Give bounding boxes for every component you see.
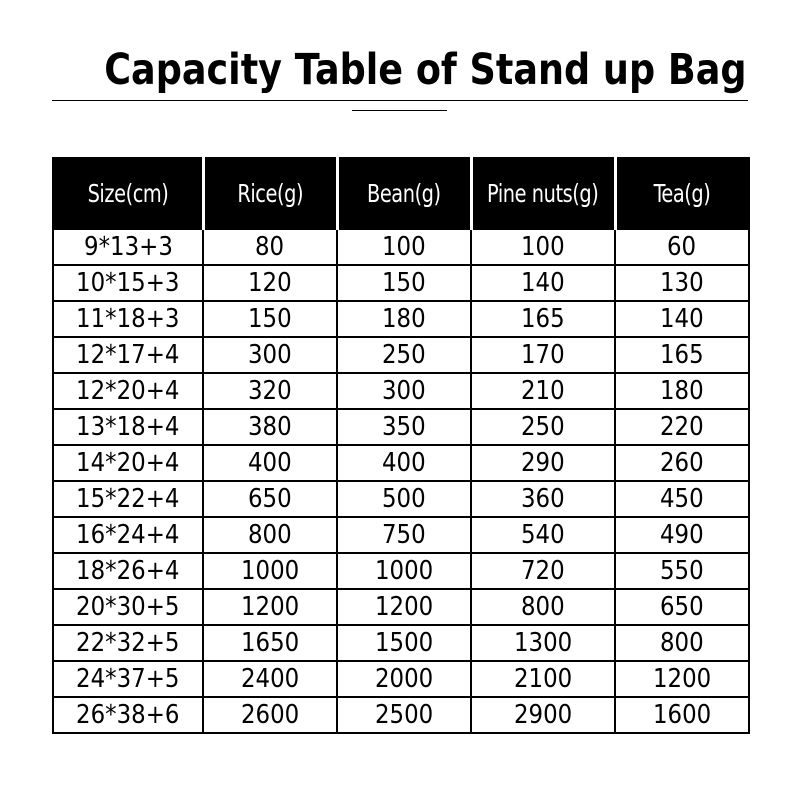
rice-cell <box>203 301 337 337</box>
bean-column-header <box>337 158 471 229</box>
bean-cell <box>337 445 471 481</box>
bean-cell <box>337 517 471 553</box>
tea-cell-value: 130 <box>660 268 704 298</box>
pine-nuts-cell-value: 540 <box>521 520 565 550</box>
capacity-table <box>52 157 750 734</box>
bean-cell <box>337 301 471 337</box>
rice-cell <box>203 337 337 373</box>
tea-cell <box>615 337 749 373</box>
table-row <box>53 625 749 661</box>
size-column-header-label: Size(cm) <box>87 179 169 208</box>
tea-cell-value: 220 <box>660 412 704 442</box>
bean-cell <box>337 553 471 589</box>
page-title: Capacity Table of Stand up Bag <box>104 45 747 95</box>
table-row <box>53 481 749 517</box>
rice-cell <box>203 373 337 409</box>
size-cell <box>53 229 203 265</box>
bean-cell <box>337 697 471 733</box>
size-cell-value: 10*15+3 <box>76 268 180 298</box>
tea-cell <box>615 517 749 553</box>
bean-cell-value: 1000 <box>374 556 434 586</box>
rice-cell <box>203 517 337 553</box>
size-cell-value: 12*17+4 <box>76 340 180 370</box>
rice-cell-value: 320 <box>248 376 292 406</box>
pine-nuts-cell-value: 290 <box>521 448 565 478</box>
rice-cell-value: 650 <box>248 484 292 514</box>
bean-cell-value: 400 <box>382 448 426 478</box>
rice-cell-value: 1650 <box>240 628 300 658</box>
rice-cell-value: 150 <box>248 304 292 334</box>
bean-cell-value: 2000 <box>374 664 434 694</box>
size-cell-value: 11*18+3 <box>76 304 180 334</box>
tea-cell <box>615 481 749 517</box>
pine-nuts-cell <box>471 265 615 301</box>
pine-nuts-column-header <box>471 158 615 229</box>
tea-column-header <box>615 158 749 229</box>
pine-nuts-cell <box>471 697 615 733</box>
pine-nuts-cell <box>471 517 615 553</box>
pine-nuts-cell-value: 250 <box>521 412 565 442</box>
rice-cell <box>203 589 337 625</box>
size-cell-value: 24*37+5 <box>76 664 180 694</box>
rice-cell-value: 300 <box>248 340 292 370</box>
pine-nuts-cell-value: 170 <box>521 340 565 370</box>
bean-cell-value: 150 <box>382 268 426 298</box>
size-cell-value: 15*22+4 <box>76 484 180 514</box>
size-cell-value: 22*32+5 <box>76 628 180 658</box>
pine-nuts-cell <box>471 445 615 481</box>
size-cell <box>53 661 203 697</box>
size-cell <box>53 517 203 553</box>
rice-cell <box>203 661 337 697</box>
rice-cell-value: 1200 <box>240 592 300 622</box>
pine-nuts-cell <box>471 661 615 697</box>
pine-nuts-cell <box>471 625 615 661</box>
rice-column-header-label: Rice(g) <box>237 179 303 208</box>
pine-nuts-cell-value: 1300 <box>513 628 573 658</box>
tea-cell <box>615 409 749 445</box>
pine-nuts-cell-value: 165 <box>521 304 565 334</box>
table-header-row <box>53 158 749 229</box>
tea-cell-value: 800 <box>660 628 704 658</box>
size-cell-value: 14*20+4 <box>76 448 180 478</box>
bean-cell-value: 1200 <box>374 592 434 622</box>
tea-cell-value: 450 <box>660 484 704 514</box>
tea-cell <box>615 373 749 409</box>
tea-cell <box>615 589 749 625</box>
tea-column-header-label: Tea(g) <box>653 179 711 208</box>
table-row <box>53 697 749 733</box>
rice-cell <box>203 409 337 445</box>
table-row <box>53 373 749 409</box>
rice-cell-value: 2600 <box>240 700 300 730</box>
size-cell-value: 20*30+5 <box>76 592 180 622</box>
table-row <box>53 409 749 445</box>
table-row <box>53 301 749 337</box>
tea-cell-value: 1600 <box>652 700 712 730</box>
size-cell <box>53 589 203 625</box>
size-cell-value: 26*38+6 <box>76 700 180 730</box>
pine-nuts-cell-value: 360 <box>521 484 565 514</box>
tea-cell-value: 180 <box>660 376 704 406</box>
pine-nuts-cell-value: 140 <box>521 268 565 298</box>
size-cell <box>53 553 203 589</box>
size-cell-value: 18*26+4 <box>76 556 180 586</box>
size-cell <box>53 445 203 481</box>
rice-cell <box>203 445 337 481</box>
tea-cell-value: 260 <box>660 448 704 478</box>
pine-nuts-cell-value: 800 <box>521 592 565 622</box>
pine-nuts-cell <box>471 553 615 589</box>
size-cell <box>53 373 203 409</box>
size-cell <box>53 409 203 445</box>
tea-cell <box>615 553 749 589</box>
rice-cell-value: 380 <box>248 412 292 442</box>
bean-cell <box>337 409 471 445</box>
rice-cell <box>203 481 337 517</box>
bean-cell <box>337 373 471 409</box>
size-cell-value: 16*24+4 <box>76 520 180 550</box>
size-column-header <box>53 158 203 229</box>
size-cell-value: 12*20+4 <box>76 376 180 406</box>
size-cell <box>53 625 203 661</box>
tea-cell-value: 1200 <box>652 664 712 694</box>
size-cell-value: 13*18+4 <box>76 412 180 442</box>
table-row <box>53 589 749 625</box>
title-underline-accent <box>352 110 447 111</box>
rice-cell-value: 1000 <box>240 556 300 586</box>
bean-cell <box>337 337 471 373</box>
title-divider <box>52 100 748 101</box>
size-cell <box>53 337 203 373</box>
table-row <box>53 517 749 553</box>
size-cell <box>53 265 203 301</box>
rice-cell <box>203 553 337 589</box>
pine-nuts-column-header-label: Pine nuts(g) <box>487 179 599 208</box>
bean-cell-value: 1500 <box>374 628 434 658</box>
pine-nuts-cell-value: 210 <box>521 376 565 406</box>
rice-cell-value: 120 <box>248 268 292 298</box>
tea-cell-value: 550 <box>660 556 704 586</box>
bean-cell-value: 500 <box>382 484 426 514</box>
size-cell <box>53 481 203 517</box>
pine-nuts-cell <box>471 409 615 445</box>
bean-column-header-label: Bean(g) <box>367 179 441 208</box>
tea-cell <box>615 625 749 661</box>
pine-nuts-cell-value: 100 <box>521 232 565 262</box>
pine-nuts-cell <box>471 337 615 373</box>
rice-cell-value: 80 <box>255 232 285 262</box>
bean-cell <box>337 625 471 661</box>
tea-cell-value: 140 <box>660 304 704 334</box>
rice-column-header <box>203 158 337 229</box>
bean-cell-value: 300 <box>382 376 426 406</box>
pine-nuts-cell <box>471 589 615 625</box>
tea-cell-value: 490 <box>660 520 704 550</box>
pine-nuts-cell <box>471 229 615 265</box>
table-row <box>53 445 749 481</box>
bean-cell <box>337 265 471 301</box>
rice-cell-value: 400 <box>248 448 292 478</box>
rice-cell-value: 800 <box>248 520 292 550</box>
bean-cell-value: 2500 <box>374 700 434 730</box>
tea-cell <box>615 229 749 265</box>
pine-nuts-cell <box>471 301 615 337</box>
size-cell <box>53 301 203 337</box>
pine-nuts-cell-value: 2900 <box>513 700 573 730</box>
tea-cell <box>615 661 749 697</box>
tea-cell <box>615 445 749 481</box>
bean-cell <box>337 661 471 697</box>
size-cell-value: 9*13+3 <box>83 232 173 262</box>
pine-nuts-cell-value: 2100 <box>513 664 573 694</box>
table-row <box>53 553 749 589</box>
rice-cell <box>203 697 337 733</box>
bean-cell-value: 250 <box>382 340 426 370</box>
pine-nuts-cell <box>471 373 615 409</box>
table-row <box>53 337 749 373</box>
table-row <box>53 265 749 301</box>
table-row <box>53 229 749 265</box>
bean-cell-value: 750 <box>382 520 426 550</box>
rice-cell <box>203 265 337 301</box>
bean-cell-value: 100 <box>382 232 426 262</box>
tea-cell-value: 60 <box>667 232 697 262</box>
tea-cell-value: 165 <box>660 340 704 370</box>
size-cell <box>53 697 203 733</box>
pine-nuts-cell-value: 720 <box>521 556 565 586</box>
tea-cell-value: 650 <box>660 592 704 622</box>
tea-cell <box>615 265 749 301</box>
bean-cell-value: 180 <box>382 304 426 334</box>
tea-cell <box>615 697 749 733</box>
bean-cell-value: 350 <box>382 412 426 442</box>
table-row <box>53 661 749 697</box>
rice-cell <box>203 625 337 661</box>
rice-cell-value: 2400 <box>240 664 300 694</box>
bean-cell <box>337 589 471 625</box>
bean-cell <box>337 229 471 265</box>
table-body <box>53 229 749 733</box>
tea-cell <box>615 301 749 337</box>
pine-nuts-cell <box>471 481 615 517</box>
rice-cell <box>203 229 337 265</box>
bean-cell <box>337 481 471 517</box>
